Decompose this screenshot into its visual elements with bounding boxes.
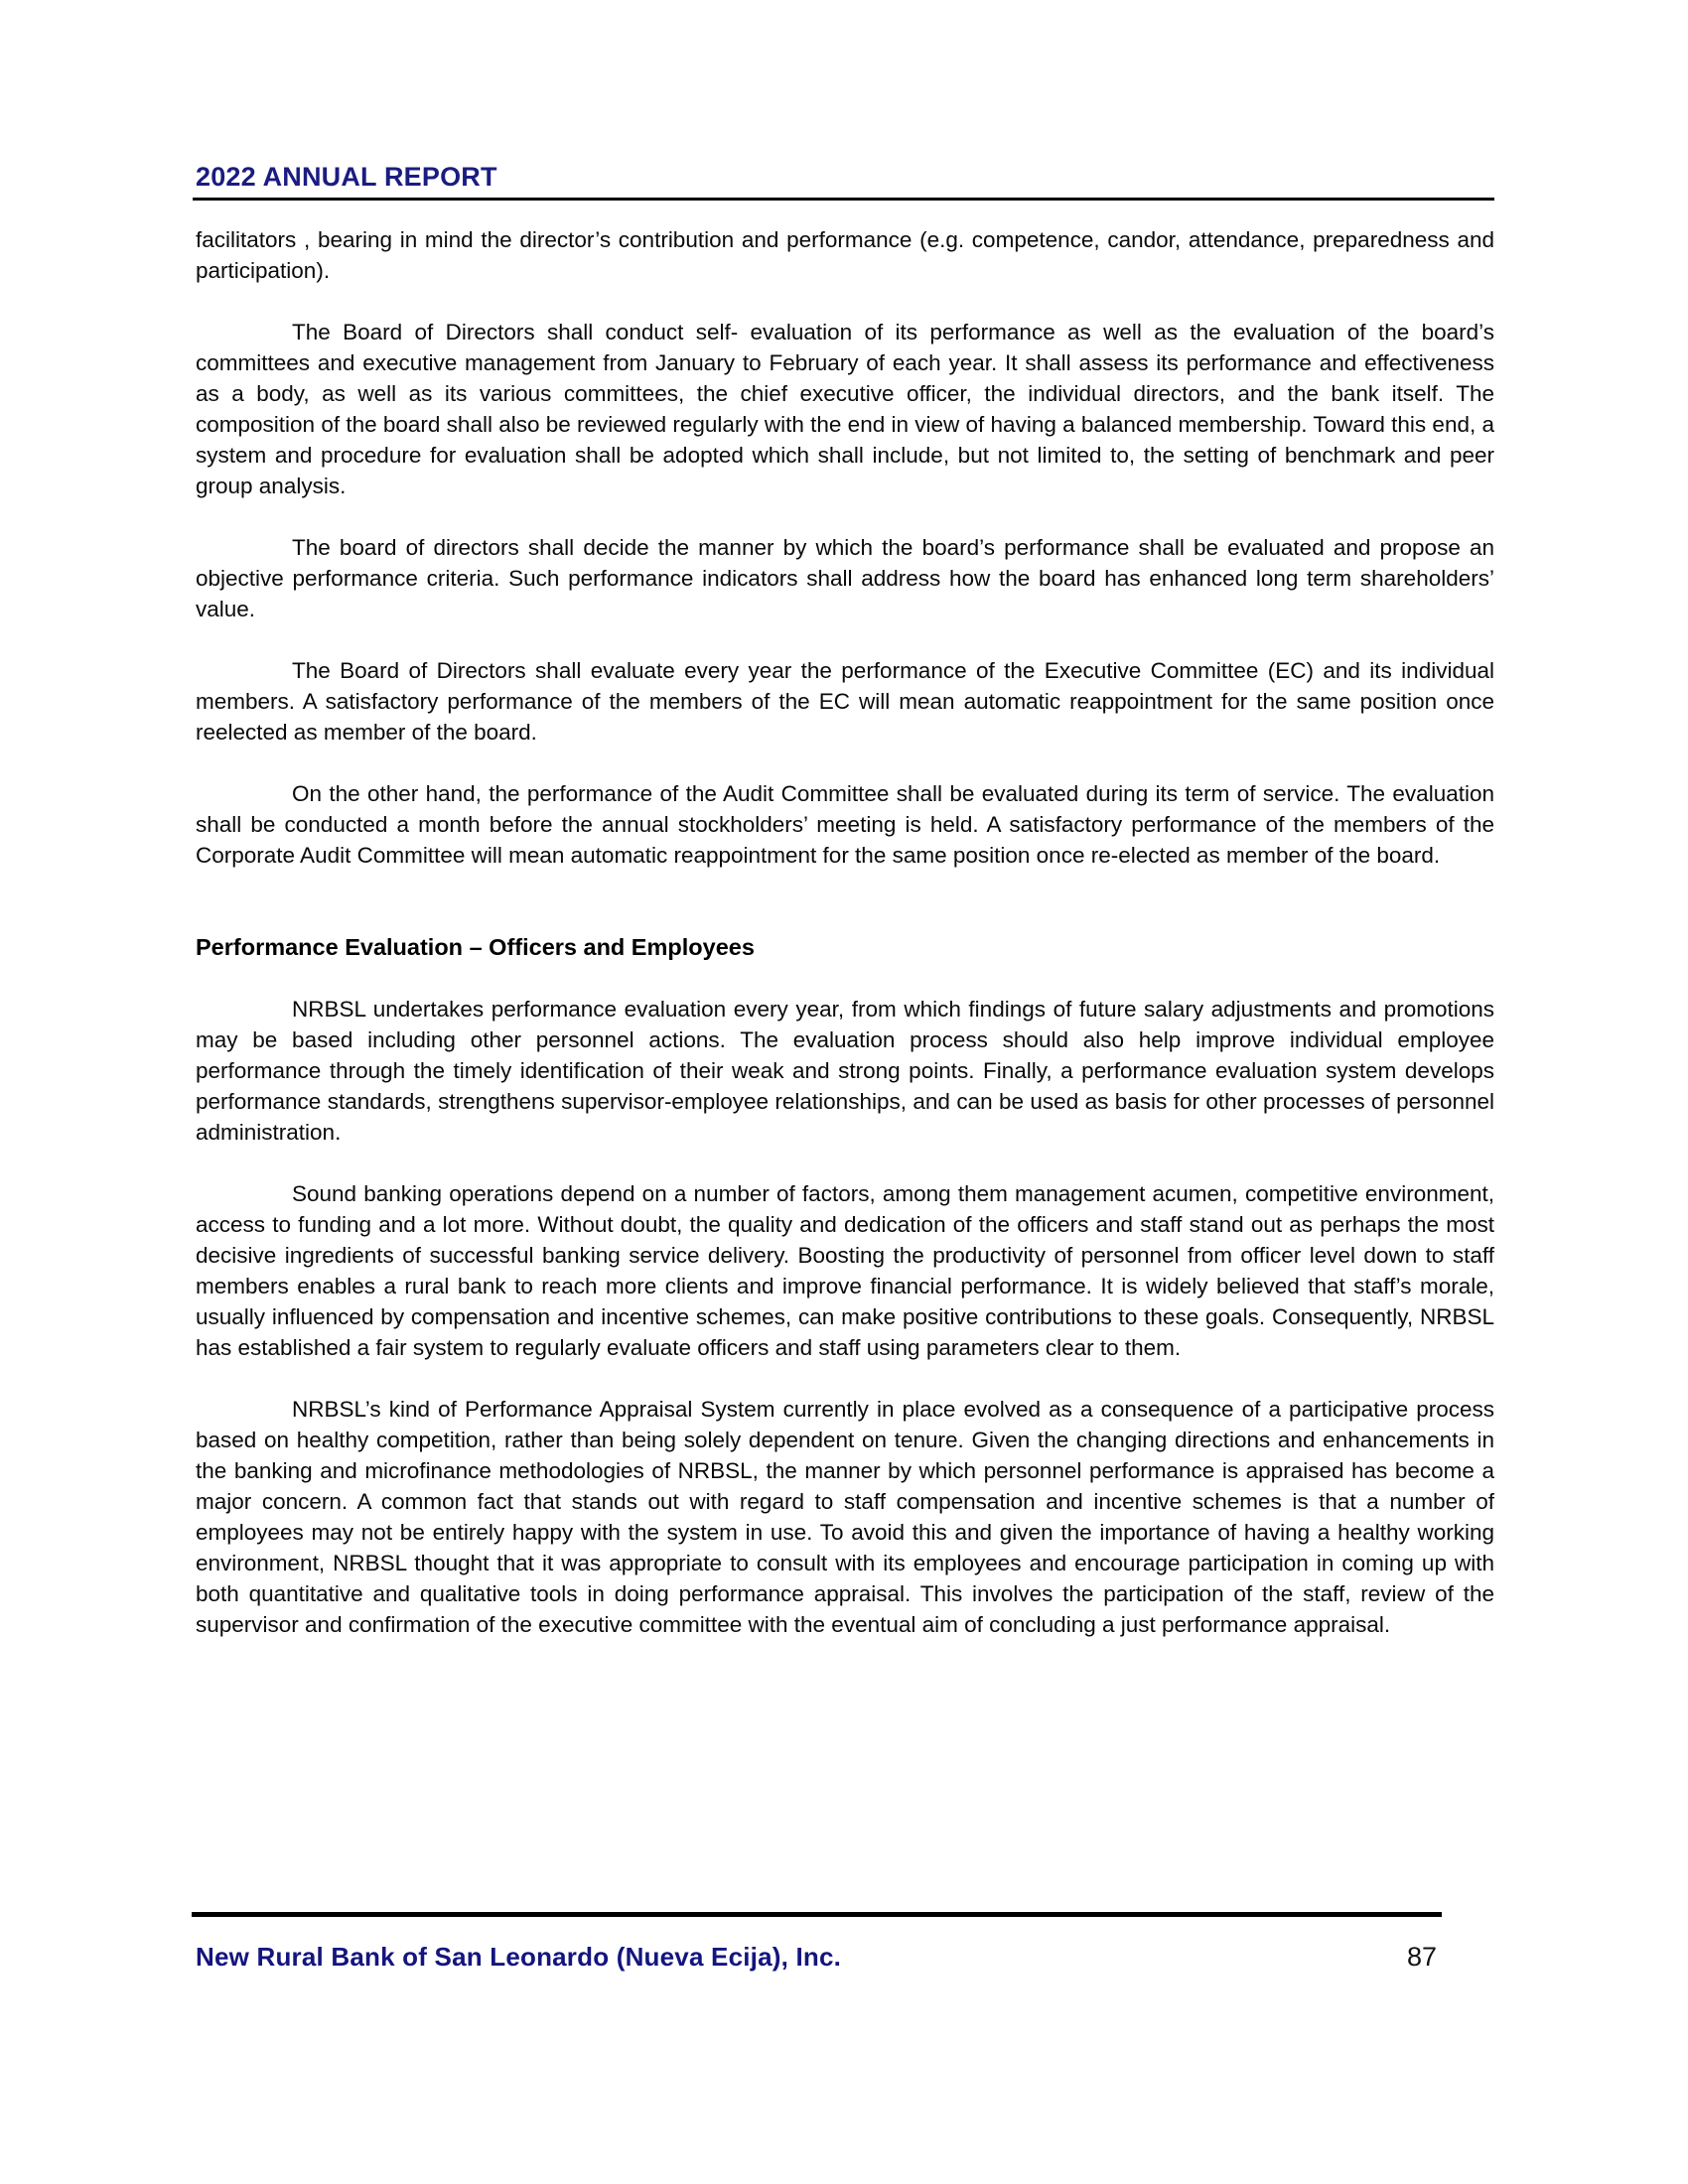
footer-rule <box>192 1912 1442 1917</box>
section-heading: Performance Evaluation – Officers and Employees <box>196 934 755 960</box>
page-footer <box>196 1942 1437 1973</box>
footer-bank-name: New Rural Bank of San Leonardo (Nueva Ecija), Inc. <box>196 1942 842 1972</box>
body-paragraph: On the other hand, the performance of the Audit Committee shall be evaluated during its term of service. The evaluation shall be conducted a month before the annual stockholders’ meeting is held. A satisfactory performance of the members of the Corporate Audit Committee will mean automatic reappointment for the same position once re-elected as member of the board. <box>196 781 1494 868</box>
body-paragraph: NRBSL’s kind of Performance Appraisal System currently in place evolved as a consequence of a participative process based on healthy competition, rather than being solely dependent on tenure. Given the changing directions and enhancements in the banking and microfinance methodologies of NRBSL, the manner by which personnel performance is appraised has become a major concern. A common fact that stands out with regard to staff compensation and incentive schemes is that a number of employees may not be entirely happy with the system in use. To avoid this and given the importance of having a healthy working environment, NRBSL thought that it was appropriate to consult with its employees and encourage participation in coming up with both quantitative and qualitative tools in doing performance appraisal. This involves the participation of the staff, review of the supervisor and confirmation of the executive committee with the eventual aim of concluding a just performance appraisal. <box>196 1397 1494 1637</box>
footer-page-number: 87 <box>1406 1942 1437 1972</box>
body-paragraph: Sound banking operations depend on a number of factors, among them management acumen, competitive environment, access to funding and a lot more. Without doubt, the quality and dedication of the officers and staff stand out as perhaps the most decisive ingredients of successful banking service delivery. Boosting the productivity of personnel from officer level down to staff members enables a rural bank to reach more clients and improve financial performance. It is widely believed that staff’s morale, usually influenced by compensation and incentive schemes, can make positive contributions to these goals. Consequently, NRBSL has established a fair system to regularly evaluate officers and staff using parameters clear to them. <box>196 1181 1494 1360</box>
page-header-title: 2022 ANNUAL REPORT <box>196 162 497 192</box>
header-rule <box>193 198 1494 201</box>
body-paragraph: The Board of Directors shall evaluate every year the performance of the Executive Committee (EC) and its individual members. A satisfactory performance of the members of the EC will mean automatic reappointment for the same position once reelected as member of the board. <box>196 658 1494 745</box>
body-paragraph: facilitators , bearing in mind the director’s contribution and performance (e.g. competence, candor, attendance, preparedness and participation). <box>196 227 1494 283</box>
body-paragraph: The Board of Directors shall conduct self- evaluation of its performance as well as the evaluation of the board’s committees and executive management from January to February of each year. It shall assess its performance and effectiveness as a body, as well as its various committees, the chief executive officer, the individual directors, and the bank itself. The composition of the board shall also be reviewed regularly with the end in view of having a balanced membership. Toward this end, a system and procedure for evaluation shall be adopted which shall include, but not limited to, the setting of benchmark and peer group analysis. <box>196 320 1494 498</box>
page-content <box>196 162 1494 1671</box>
body-paragraph: NRBSL undertakes performance evaluation every year, from which findings of future salary adjustments and promotions may be based including other personnel actions. The evaluation process should also help improve individual employee performance through the timely identification of their weak and strong points. Finally, a performance evaluation system develops performance standards, strengthens supervisor-employee relationships, and can be used as basis for other processes of personnel administration. <box>196 997 1494 1145</box>
body-text <box>196 224 1494 1640</box>
body-paragraph: The board of directors shall decide the manner by which the board’s performance shall be evaluated and propose an objective performance criteria. Such performance indicators shall address how the board has enhanced long term shareholders’ value. <box>196 535 1494 621</box>
